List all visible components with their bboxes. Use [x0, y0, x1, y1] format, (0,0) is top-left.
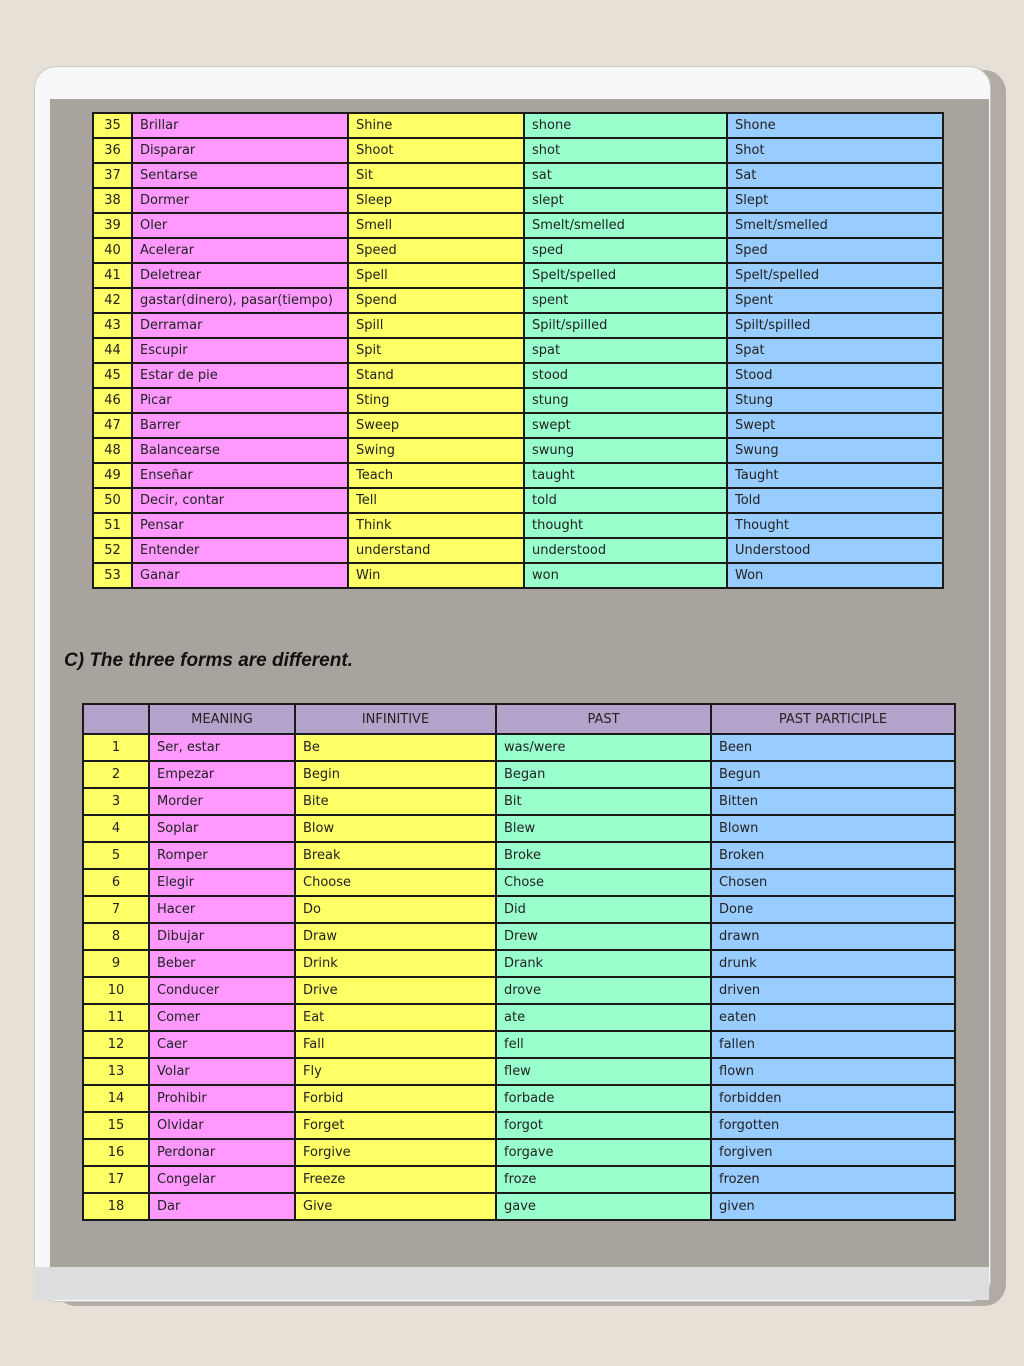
cell-past-participle: Been: [711, 734, 955, 761]
cell-meaning: Morder: [149, 788, 295, 815]
cell-past-participle: Smelt/smelled: [727, 213, 943, 238]
cell-past-participle: Spent: [727, 288, 943, 313]
cell-past-participle: Stood: [727, 363, 943, 388]
cell-meaning: Comer: [149, 1004, 295, 1031]
cell-past-participle: Chosen: [711, 869, 955, 896]
cell-meaning: gastar(dinero), pasar(tiempo): [132, 288, 348, 313]
cell-past: Smelt/smelled: [524, 213, 727, 238]
cell-past-participle: Spilt/spilled: [727, 313, 943, 338]
cell-meaning: Estar de pie: [132, 363, 348, 388]
cell-meaning: Entender: [132, 538, 348, 563]
table-row: [93, 113, 943, 138]
cell-past: flew: [496, 1058, 711, 1085]
cell-past-participle: flown: [711, 1058, 955, 1085]
cell-meaning: Dar: [149, 1193, 295, 1220]
cell-past-participle: frozen: [711, 1166, 955, 1193]
cell-past: Spilt/spilled: [524, 313, 727, 338]
cell-past-participle: fallen: [711, 1031, 955, 1058]
cell-past: Began: [496, 761, 711, 788]
cell-past: shone: [524, 113, 727, 138]
cell-past: swung: [524, 438, 727, 463]
cell-past-participle: Spelt/spelled: [727, 263, 943, 288]
table-row: [93, 288, 943, 313]
cell-meaning: Oler: [132, 213, 348, 238]
cell-past: swept: [524, 413, 727, 438]
cell-past: forgave: [496, 1139, 711, 1166]
cell-number: 8: [83, 923, 149, 950]
cell-past: spat: [524, 338, 727, 363]
cell-number: 48: [93, 438, 132, 463]
table-row: [83, 950, 955, 977]
table-row: [83, 1193, 955, 1220]
cell-infinitive: Forgive: [295, 1139, 496, 1166]
cell-past: Did: [496, 896, 711, 923]
verb-table-top-body: [93, 113, 943, 588]
cell-past-participle: Blown: [711, 815, 955, 842]
cell-past: won: [524, 563, 727, 588]
verb-table-top: [92, 112, 944, 589]
table-row: [93, 438, 943, 463]
cell-number: 11: [83, 1004, 149, 1031]
cell-number: 37: [93, 163, 132, 188]
cell-past-participle: given: [711, 1193, 955, 1220]
table-row: [93, 388, 943, 413]
cell-meaning: Prohibir: [149, 1085, 295, 1112]
cell-infinitive: Do: [295, 896, 496, 923]
cell-meaning: Congelar: [149, 1166, 295, 1193]
cell-past: told: [524, 488, 727, 513]
cell-infinitive: Drink: [295, 950, 496, 977]
cell-infinitive: Forget: [295, 1112, 496, 1139]
cell-infinitive: Sleep: [348, 188, 524, 213]
cell-meaning: Elegir: [149, 869, 295, 896]
cell-number: 12: [83, 1031, 149, 1058]
cell-past: Bit: [496, 788, 711, 815]
cell-past: taught: [524, 463, 727, 488]
cell-meaning: Barrer: [132, 413, 348, 438]
table-row: [93, 138, 943, 163]
cell-infinitive: Spill: [348, 313, 524, 338]
cell-infinitive: Break: [295, 842, 496, 869]
cell-infinitive: Be: [295, 734, 496, 761]
table-row: [93, 263, 943, 288]
cell-meaning: Conducer: [149, 977, 295, 1004]
cell-meaning: Sentarse: [132, 163, 348, 188]
cell-number: 51: [93, 513, 132, 538]
cell-past-participle: Begun: [711, 761, 955, 788]
cell-infinitive: Spit: [348, 338, 524, 363]
cell-number: 44: [93, 338, 132, 363]
cell-past-participle: forgotten: [711, 1112, 955, 1139]
cell-infinitive: Stand: [348, 363, 524, 388]
cell-infinitive: Forbid: [295, 1085, 496, 1112]
table-row: [83, 1085, 955, 1112]
cell-past: gave: [496, 1193, 711, 1220]
cell-past: Drew: [496, 923, 711, 950]
cell-past-participle: Sat: [727, 163, 943, 188]
table-row: [83, 1112, 955, 1139]
cell-number: 38: [93, 188, 132, 213]
cell-infinitive: Win: [348, 563, 524, 588]
cell-meaning: Empezar: [149, 761, 295, 788]
cell-meaning: Dibujar: [149, 923, 295, 950]
cell-past-participle: Stung: [727, 388, 943, 413]
cell-number: 17: [83, 1166, 149, 1193]
cell-infinitive: Sweep: [348, 413, 524, 438]
cell-infinitive: Tell: [348, 488, 524, 513]
cell-past: thought: [524, 513, 727, 538]
cell-meaning: Enseñar: [132, 463, 348, 488]
cell-number: 36: [93, 138, 132, 163]
cell-past-participle: Understood: [727, 538, 943, 563]
cell-meaning: Olvidar: [149, 1112, 295, 1139]
table-row: [83, 896, 955, 923]
cell-infinitive: understand: [348, 538, 524, 563]
cell-meaning: Romper: [149, 842, 295, 869]
table-row: [93, 563, 943, 588]
cell-number: 39: [93, 213, 132, 238]
cell-past-participle: Done: [711, 896, 955, 923]
cell-infinitive: Fall: [295, 1031, 496, 1058]
cell-past-participle: Broken: [711, 842, 955, 869]
cell-past: was/were: [496, 734, 711, 761]
table-row: [83, 788, 955, 815]
cell-infinitive: Spell: [348, 263, 524, 288]
cell-infinitive: Sit: [348, 163, 524, 188]
table-row: [83, 1166, 955, 1193]
cell-meaning: Soplar: [149, 815, 295, 842]
cell-past: ate: [496, 1004, 711, 1031]
cell-number: 53: [93, 563, 132, 588]
cell-past: shot: [524, 138, 727, 163]
cell-number: 41: [93, 263, 132, 288]
cell-number: 15: [83, 1112, 149, 1139]
table-row: [83, 977, 955, 1004]
table-row: [93, 188, 943, 213]
cell-meaning: Picar: [132, 388, 348, 413]
section-c-heading: C) The three forms are different.: [64, 650, 353, 671]
cell-past-participle: Swept: [727, 413, 943, 438]
cell-number: 4: [83, 815, 149, 842]
cell-infinitive: Speed: [348, 238, 524, 263]
cell-past: Broke: [496, 842, 711, 869]
cell-meaning: Ser, estar: [149, 734, 295, 761]
cell-meaning: Ganar: [132, 563, 348, 588]
table-row: [83, 923, 955, 950]
cell-number: 13: [83, 1058, 149, 1085]
cell-meaning: Disparar: [132, 138, 348, 163]
cell-infinitive: Sting: [348, 388, 524, 413]
cell-past-participle: Won: [727, 563, 943, 588]
cell-meaning: Brillar: [132, 113, 348, 138]
cell-number: 2: [83, 761, 149, 788]
cell-number: 35: [93, 113, 132, 138]
cell-meaning: Caer: [149, 1031, 295, 1058]
cell-past-participle: Told: [727, 488, 943, 513]
cell-past-participle: Swung: [727, 438, 943, 463]
cell-number: 9: [83, 950, 149, 977]
cell-past-participle: Sped: [727, 238, 943, 263]
cell-infinitive: Shine: [348, 113, 524, 138]
cell-meaning: Hacer: [149, 896, 295, 923]
cell-past: Blew: [496, 815, 711, 842]
table-row: [93, 363, 943, 388]
table-row: [83, 869, 955, 896]
footer-band: [34, 1267, 989, 1300]
header-infinitive: INFINITIVE: [295, 704, 496, 734]
table-row: [93, 413, 943, 438]
cell-number: 18: [83, 1193, 149, 1220]
cell-infinitive: Shoot: [348, 138, 524, 163]
cell-past: froze: [496, 1166, 711, 1193]
cell-meaning: Perdonar: [149, 1139, 295, 1166]
table-row: [93, 163, 943, 188]
table-row: [93, 313, 943, 338]
cell-past-participle: forbidden: [711, 1085, 955, 1112]
cell-infinitive: Eat: [295, 1004, 496, 1031]
table-header-row: [83, 704, 955, 734]
cell-past-participle: Taught: [727, 463, 943, 488]
table-row: [93, 238, 943, 263]
cell-meaning: Decir, contar: [132, 488, 348, 513]
table-row: [83, 1031, 955, 1058]
cell-past-participle: driven: [711, 977, 955, 1004]
cell-past: slept: [524, 188, 727, 213]
cell-past: Chose: [496, 869, 711, 896]
cell-meaning: Beber: [149, 950, 295, 977]
cell-past: fell: [496, 1031, 711, 1058]
cell-number: 46: [93, 388, 132, 413]
cell-number: 7: [83, 896, 149, 923]
cell-past-participle: Thought: [727, 513, 943, 538]
cell-number: 5: [83, 842, 149, 869]
table-row: [83, 1139, 955, 1166]
cell-meaning: Balancearse: [132, 438, 348, 463]
cell-past-participle: Shot: [727, 138, 943, 163]
table-row: [93, 538, 943, 563]
cell-meaning: Volar: [149, 1058, 295, 1085]
cell-past: forbade: [496, 1085, 711, 1112]
cell-infinitive: Freeze: [295, 1166, 496, 1193]
cell-meaning: Acelerar: [132, 238, 348, 263]
cell-number: 43: [93, 313, 132, 338]
cell-number: 3: [83, 788, 149, 815]
cell-infinitive: Drive: [295, 977, 496, 1004]
cell-number: 40: [93, 238, 132, 263]
cell-infinitive: Spend: [348, 288, 524, 313]
header-meaning: MEANING: [149, 704, 295, 734]
cell-past: stung: [524, 388, 727, 413]
cell-past-participle: drawn: [711, 923, 955, 950]
cell-infinitive: Give: [295, 1193, 496, 1220]
cell-meaning: Pensar: [132, 513, 348, 538]
cell-number: 42: [93, 288, 132, 313]
header-past-participle: PAST PARTICIPLE: [711, 704, 955, 734]
table-row: [83, 1058, 955, 1085]
cell-meaning: Escupir: [132, 338, 348, 363]
table-row: [83, 842, 955, 869]
cell-past: stood: [524, 363, 727, 388]
cell-infinitive: Blow: [295, 815, 496, 842]
verb-table-three-forms: [82, 703, 956, 1221]
cell-infinitive: Swing: [348, 438, 524, 463]
table-row: [93, 463, 943, 488]
header-past: PAST: [496, 704, 711, 734]
cell-infinitive: Think: [348, 513, 524, 538]
table-row: [83, 734, 955, 761]
table-row: [93, 513, 943, 538]
table-row: [93, 213, 943, 238]
cell-number: 47: [93, 413, 132, 438]
cell-past-participle: eaten: [711, 1004, 955, 1031]
cell-past-participle: Slept: [727, 188, 943, 213]
cell-infinitive: Choose: [295, 869, 496, 896]
cell-past-participle: Bitten: [711, 788, 955, 815]
cell-past-participle: drunk: [711, 950, 955, 977]
cell-past: sped: [524, 238, 727, 263]
cell-number: 52: [93, 538, 132, 563]
cell-number: 16: [83, 1139, 149, 1166]
cell-number: 1: [83, 734, 149, 761]
cell-past: forgot: [496, 1112, 711, 1139]
cell-infinitive: Draw: [295, 923, 496, 950]
table-row: [93, 488, 943, 513]
cell-infinitive: Smell: [348, 213, 524, 238]
cell-past: Spelt/spelled: [524, 263, 727, 288]
cell-infinitive: Teach: [348, 463, 524, 488]
cell-past-participle: forgiven: [711, 1139, 955, 1166]
cell-number: 6: [83, 869, 149, 896]
cell-infinitive: Fly: [295, 1058, 496, 1085]
cell-meaning: Deletrear: [132, 263, 348, 288]
cell-infinitive: Bite: [295, 788, 496, 815]
table-row: [93, 338, 943, 363]
header-number: [83, 704, 149, 734]
cell-number: 14: [83, 1085, 149, 1112]
cell-number: 10: [83, 977, 149, 1004]
cell-meaning: Dormer: [132, 188, 348, 213]
cell-number: 49: [93, 463, 132, 488]
cell-past-participle: Spat: [727, 338, 943, 363]
cell-number: 50: [93, 488, 132, 513]
table-row: [83, 815, 955, 842]
cell-past: drove: [496, 977, 711, 1004]
cell-meaning: Derramar: [132, 313, 348, 338]
verb-table-three-forms-body: [83, 734, 955, 1220]
cell-infinitive: Begin: [295, 761, 496, 788]
cell-past: spent: [524, 288, 727, 313]
cell-past: understood: [524, 538, 727, 563]
cell-past-participle: Shone: [727, 113, 943, 138]
cell-past: Drank: [496, 950, 711, 977]
table-row: [83, 761, 955, 788]
table-row: [83, 1004, 955, 1031]
cell-past: sat: [524, 163, 727, 188]
cell-number: 45: [93, 363, 132, 388]
